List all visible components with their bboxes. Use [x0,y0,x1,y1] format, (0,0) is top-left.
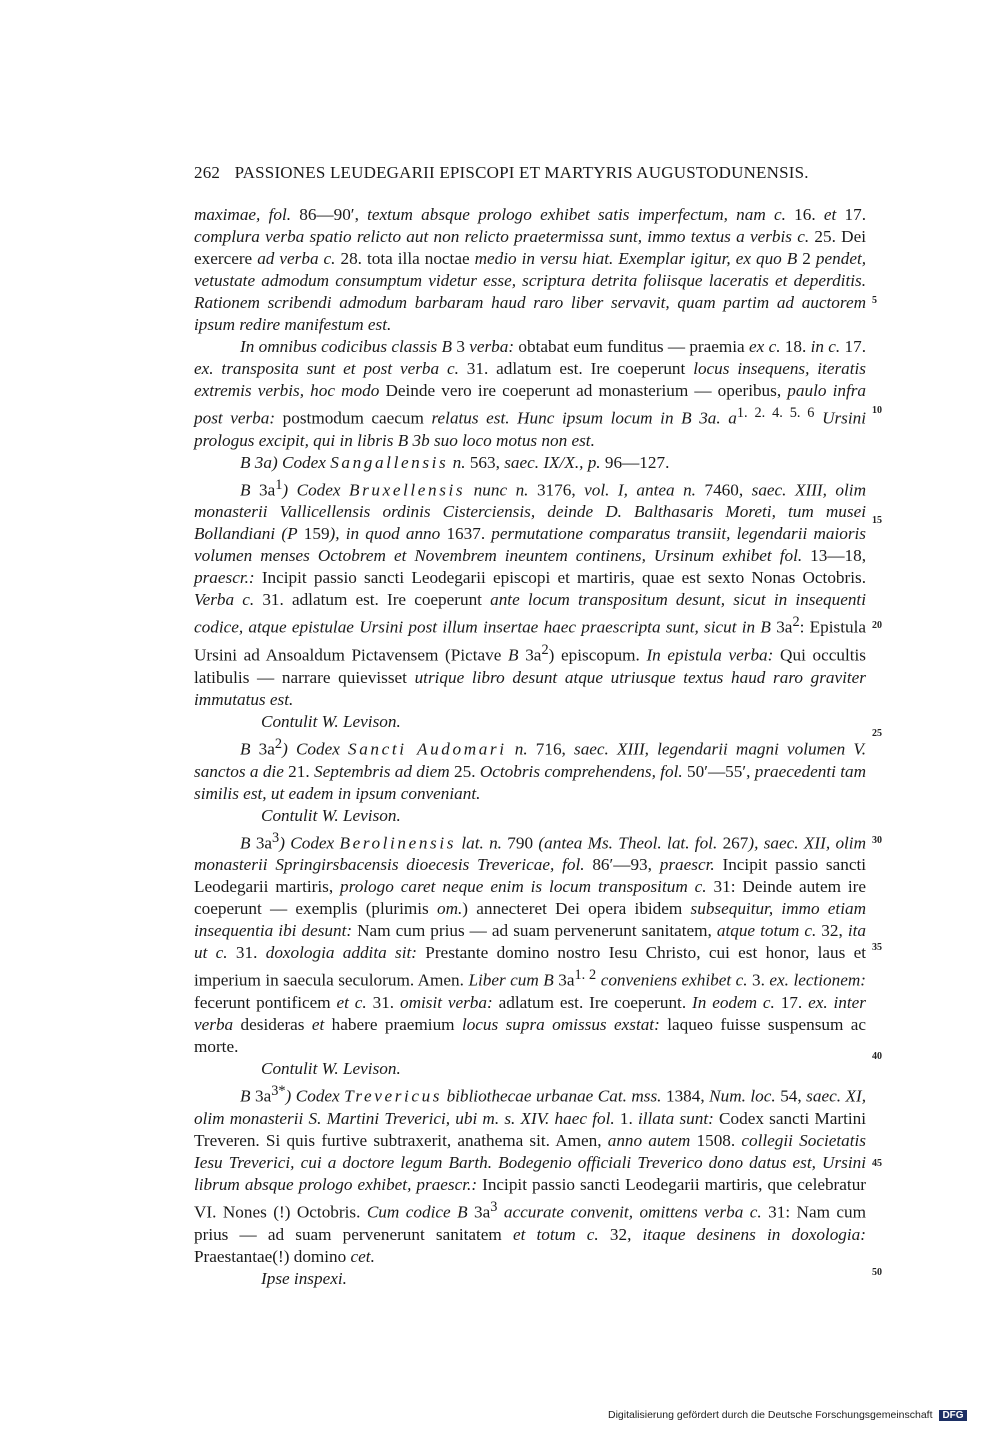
running-header [194,163,866,183]
paragraph: B $3a^3$) Codex Berolinensis lat. n. 790 (antea Ms. Theol. lat. fol. 267), saec. XII, olim monasterii Springirsbacensis dioecesis Trevericae, fol. 86′—93, praescr. Incipit passio sancti Leodegarii martiris, prologo caret neque enim is locum transpositum c. 31: Deinde autem ire coeperunt — exemplis (plurimis om.) annecteret Dei opera ibidem subsequitur, immo etiam insequentia ibi desunt: Nam cum prius — ad suam pervenerunt sanitatem, atque totum c. 32, ita ut c. 31. doxologia addita sit: Prestante domino nostro Iesu Christo, cui est honor, laus et imperium in saecula seculorum. Amen. Liber cum B $3a^{1. 2}$ conveniens exhibet c. 3. ex. lectionem: fecerunt pontificem et c. 31. omisit verba: adlatum est. Ire coeperunt. In eodem c. 17. ex. inter verba desideras et habere praemium locus supra omissus exstat: laqueo fuisse suspensum ac morte. [194,829,867,1057]
line-number: 10 [872,405,882,416]
line-number: 15 [872,515,882,526]
paragraph: B $3a^{3*}$) Codex Trevericus bibliothecae urbanae Cat. mss. 1384, Num. loc. 54, saec. XI, olim monasterii S. Martini Treverici, ubi m. s. XIV. haec fol. 1. illata sunt: Codex sancti Martini Treveren. Si quis furtive subtraxerit, anathema sit. Amen, anno autem 1508. collegii Societatis Iesu Treverici, cui a doctore legum Barth. Bodegenio officiali Treverico dono datus est, Ursini librum absque prologo exhibet, praescr.: Incipit passio sancti Leodegarii martiris, que celebratur VI. Nones (!) Octobris. Cum codice B $3a^3$ accurate convenit, omittens verba c. 31: Nam cum prius — ad suam pervenerunt sanitatem et totum c. 32, itaque desinens in doxologia: Praestantae(!) domino cet. [194,1083,867,1266]
collator-note: Contulit W. Levison. [261,1059,401,1079]
body-text [194,204,866,1290]
line-number: 35 [872,942,882,953]
line-number: 45 [872,1158,882,1169]
collator-note: Contulit W. Levison. [261,711,401,731]
line-number: 5 [872,295,877,306]
line-number: 20 [872,620,882,631]
paragraph: In omnibus codicibus classis B 3 verba: obtabat eum funditus — praemia ex c. 18. in c. 17. ex. transposita sunt et post verba c. 31. adlatum est. Ire coeperunt locus insequens, iteratis extremis verbis, hoc modo Deinde vero ire coeperunt ad monasterium — operibus, paulo infra post verba: postmodum caecum relatus est. Hunc ipsum locum in B 3a. $a^{1. 2. 4. 5. 6}$ Ursini prologus excipit, qui in libris B 3b suo loco motus non est. [194,337,867,450]
paragraph: B 3a) Codex Sangallensis n. 563, saec. IX/X., p. 96—127. [240,452,670,472]
paragraph: B $3a^1$) Codex Bruxellensis nunc n. 3176, vol. I, antea n. 7460, saec. XIII, olim monasterii Vallicellensis ordinis Cisterciensis, deinde D. Balthasaris Moreti, tum musei Bollandiani (P 159), in quod anno 1637. permutatione comparatus transiit, legendarii maioris volumen menses Octobrem et Novembrem ineuntem continens, Ursinum exhibet fol. 13—18, praescr.: Incipit passio sancti Leodegarii episcopi et martiris, quae est sexto Nonas Octobris. Verba c. 31. adlatum est. Ire coeperunt ante locum transpositum desunt, sicut in insequenti codice, atque epistulae Ursini post illum insertae haec praescripta sunt, sicut in B $3a^2$: Epistula Ursini ad Ansoaldum Pictavensem (Pictave B $3a^2$) episcopum. In epistula verba: Qui occultis latibulis — narrare quievisset utrique libro desunt atque utriusque textus haud raro graviter immutatus est. [194,476,866,709]
running-title: PASSIONES LEUDEGARII EPISCOPI ET MARTYRIS AUGUSTODUNENSIS. [234,163,809,182]
collator-note: Ipse inspexi. [261,1268,347,1288]
funding-note: Digitalisierung gefördert durch die Deutsche Forschungsgemeinschaft [608,1409,933,1421]
digitization-footer [608,1409,967,1421]
paragraph: maximae, fol. 86—90′, textum absque prologo exhibet satis imperfectum, nam c. 16. et 17. complura verba spatio relicto aut non relicto praetermissa sunt, immo textus a verbis c. 25. Dei exercere ad verba c. 28. tota illa noctae medio in versu hiat. Exemplar igitur, ex quo B 2 pendet, vetustate admodum consumptum videtur esse, scriptura detrita foliisque laceratis et deperditis. Rationem scribendi admodum barbaram haud raro liber servavit, quam partim ad auctorem ipsum redire manifestum est. [194,205,867,334]
paragraph: B $3a^2$) Codex Sancti Audomari n. 716, saec. XIII, legendarii magni volumen V. sanctos a die 21. Septembris ad diem 25. Octobris comprehendens, fol. 50′—55′, praecedenti tam similis est, ut eadem in ipsum conveniant. [194,735,867,803]
collator-note: Contulit W. Levison. [261,805,401,825]
page-number: 262 [194,163,221,182]
line-number: 40 [872,1051,882,1062]
line-number: 25 [872,728,882,739]
dfg-logo: DFG [939,1410,966,1421]
line-number: 30 [872,835,882,846]
line-number: 50 [872,1267,882,1278]
